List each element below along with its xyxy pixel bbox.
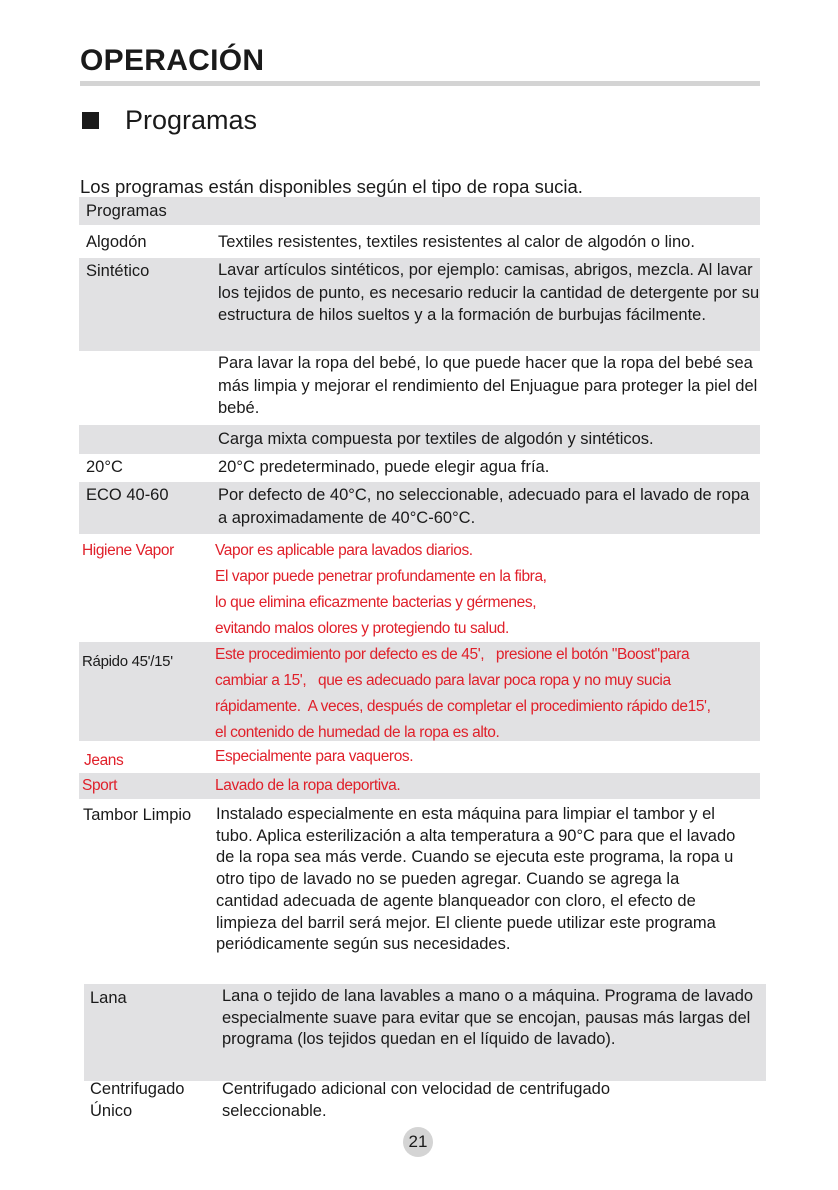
row-label: Higiene Vapor — [82, 542, 174, 559]
row-desc-line: rápidamente. A veces, después de completar el procedimiento rápido de15', — [215, 698, 711, 715]
table-header — [79, 197, 760, 225]
row-label: ECO 40-60 — [86, 486, 169, 504]
row-label: Tambor Limpio — [83, 806, 192, 824]
row-desc-line: el contenido de humedad de la ropa es alto. — [215, 724, 500, 741]
page-title: OPERACIÓN — [80, 44, 265, 77]
table-row — [84, 1081, 766, 1126]
row-desc-line: Vapor es aplicable para lavados diarios. — [215, 542, 473, 559]
row-label: Algodón — [86, 233, 147, 251]
table-row — [79, 454, 760, 482]
title-divider — [80, 81, 760, 86]
row-desc-line: evitando malos olores y protegiendo tu salud. — [215, 620, 509, 637]
table-row — [79, 802, 760, 980]
row-label: Rápido 45'/15' — [82, 653, 173, 670]
row-desc: Para lavar la ropa del bebé, lo que puede hacer que la ropa del bebé sea más limpia y mejorar el rendimiento del Enjuague para proteger la piel del bebé. — [218, 354, 758, 417]
intro-text: Los programas están disponibles según el tipo de ropa sucia. — [80, 176, 583, 197]
row-desc: Lana o tejido de lana lavables a mano o a máquina. Programa de lavado especialmente suave para evitar que se encojan, pausas más largas del programa (los tejidos quedan en el líquido de lavado). — [222, 987, 754, 1048]
row-desc: Carga mixta compuesta por textiles de algodón y sintéticos. — [218, 430, 654, 448]
table-row — [79, 642, 760, 741]
square-bullet-icon — [82, 112, 99, 129]
row-label: Lana — [90, 989, 127, 1007]
table-row — [79, 536, 760, 642]
table-row — [79, 482, 760, 534]
table-row — [79, 227, 760, 257]
table-row — [79, 258, 760, 351]
row-desc-line: Este procedimiento por defecto es de 45', presione el botón "Boost"para — [215, 646, 690, 663]
row-desc: Instalado especialmente en esta máquina para limpiar el tambor y el tubo. Aplica esterilización a alta temperatura a 90°C para que el lavado de la ropa sea más verde. Cuando se ejecuta este programa, la ropa u otro tipo de lavado no se pueden agregar. Cuando se agrega la cantidad adecuada de agente blanqueador con cloro, el efecto de limpieza del barril será mejor. El cliente puede utilizar este programa periódicamente según sus necesidades. — [216, 805, 736, 954]
row-desc-line: lo que elimina eficazmente bacterias y gérmenes, — [215, 594, 537, 611]
row-desc-line: cambiar a 15', que es adecuado para lavar poca ropa y no muy sucia — [215, 672, 671, 689]
table-row — [79, 425, 760, 454]
table-header-label: Programas — [86, 202, 167, 220]
row-label: Centrifugado Único — [90, 1080, 185, 1120]
section-title: Programas — [125, 105, 258, 135]
row-desc: Lavar artículos sintéticos, por ejemplo: camisas, abrigos, mezcla. Al lavar los tejidos de punto, es necesario reducir la cantidad de detergente por su estructura de hilos sueltos y a la formación de burbujas fácilmente. — [218, 261, 760, 324]
row-label: 20°C — [86, 458, 123, 476]
row-desc: Especialmente para vaqueros. — [215, 748, 414, 765]
row-desc-line: El vapor puede penetrar profundamente en la fibra, — [215, 568, 547, 585]
page-number: 21 — [403, 1127, 433, 1157]
table-row — [84, 984, 766, 1081]
row-desc: Textiles resistentes, textiles resistentes al calor de algodón o lino. — [218, 233, 695, 251]
table-row — [79, 351, 760, 424]
row-desc: Por defecto de 40°C, no seleccionable, adecuado para el lavado de ropa a aproximadamente de 40°C-60°C. — [218, 486, 750, 527]
table-row — [79, 741, 760, 773]
table-row — [79, 773, 760, 799]
row-desc: Centrifugado adicional con velocidad de centrifugado seleccionable. — [222, 1080, 611, 1120]
row-desc: Lavado de la ropa deportiva. — [215, 777, 401, 794]
row-label: Jeans — [84, 752, 124, 769]
row-label: Sport — [82, 777, 118, 794]
row-desc: 20°C predeterminado, puede elegir agua fría. — [218, 458, 550, 476]
row-label: Sintético — [86, 262, 150, 280]
